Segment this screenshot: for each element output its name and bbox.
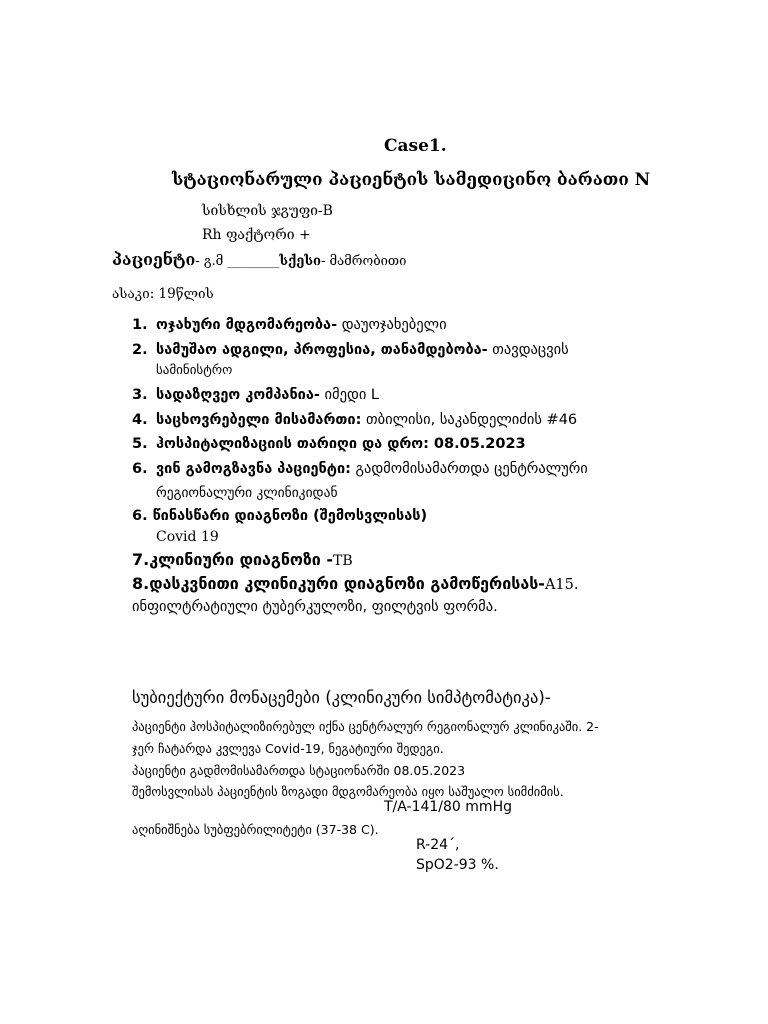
diag-clinical-value: TB — [332, 553, 353, 569]
list-item-3 — [132, 387, 379, 403]
patient-value: - გ.მ ________ — [195, 254, 280, 269]
sex-label: სქესი — [279, 254, 321, 269]
list-num: 6. — [132, 461, 148, 477]
card-title: სტაციონარული პაციენტის სამედიცინო ბარათი N — [172, 170, 651, 190]
diag-admission-value: Covid 19 — [156, 529, 219, 545]
patient-line — [112, 250, 406, 269]
list-label: სადაზღვეო კომპანია- — [156, 387, 320, 403]
blood-pressure: T/A-141/80 mmHg — [384, 799, 512, 815]
list-value: იმედი L — [319, 387, 380, 403]
subjective-line-4: შემოსვლისას პაციენტის ზოგადი მდგომარეობა იყო საშუალო სიმძიმის. — [132, 784, 564, 799]
list-value: გადმომისამართდა ცენტრალური — [350, 461, 588, 477]
list-item-4 — [132, 412, 577, 428]
case-title: Case1. — [384, 136, 447, 156]
list-label: ოჯახური მდგომარეობა- — [156, 317, 338, 333]
list-item-6-cont: რეგიონალური კლინიკიდან — [156, 485, 338, 501]
list-value: თავდაცვის — [487, 342, 569, 358]
rh-factor: Rh ფაქტორი + — [202, 227, 311, 243]
list-item-2-cont: სამინისტრო — [156, 363, 233, 378]
diag-discharge — [132, 574, 578, 593]
list-item-1 — [132, 317, 447, 333]
diag-clinical — [132, 550, 353, 569]
list-label: სამუშაო ადგილი, პროფესია, თანამდებობა- — [156, 342, 488, 358]
diag-discharge-cont: ინფილტრატიული ტუბერკულოზი, ფილტვის ფორმა. — [132, 599, 498, 615]
list-label: საცხოვრებელი მისამართი: — [156, 412, 362, 428]
blood-group: სისხლის ჯგუფი-B — [202, 203, 333, 219]
age-line: ასაკი: 19წლის — [112, 286, 214, 302]
list-num: 5. — [132, 436, 148, 452]
spo2-value: SpO2-93 %. — [416, 857, 499, 873]
temperature-note: აღინიშნება სუბფებრილიტეტი (37-38 C). — [132, 822, 379, 837]
list-num: 2. — [132, 342, 148, 358]
subjective-line-1: პაციენტი ჰოსპიტალიზირებულ იქნა ცენტრალურ რეგიონალურ კლინიკაში. 2- — [132, 719, 599, 734]
list-value: დაუოჯახებელი — [337, 317, 447, 333]
patient-label: პაციენტი — [112, 250, 196, 269]
sex-value: - მამრობითი — [320, 254, 407, 269]
subjective-line-3: პაციენტი გადმომისამართდა სტაციონარში 08.05.2023 — [132, 763, 466, 778]
respiratory-rate: R-24´, — [416, 837, 460, 853]
list-num: 3. — [132, 387, 148, 403]
list-num: 4. — [132, 412, 148, 428]
diag-clinical-label: 7.კლინიური დიაგნოზი - — [132, 550, 333, 569]
list-item-5 — [132, 436, 526, 452]
diag-admission-label: 6. წინასწარი დიაგნოზი (შემოსვლისას) — [132, 508, 428, 524]
subjective-line-2: ჯერ ჩატარდა კვლევა Covid-19, ნეგატიური შედეგი. — [132, 741, 444, 756]
list-item-6 — [132, 461, 588, 477]
list-label: ვინ გამოგზავნა პაციენტი: — [156, 461, 351, 477]
list-item-2 — [132, 342, 569, 358]
diag-discharge-label: 8.დასკვნითი კლინიკური დიაგნოზი გამოწერისას- — [132, 574, 545, 593]
list-value: თბილისი, საკანდელიძის #46 — [361, 412, 578, 428]
list-label: ჰოსპიტალიზაციის თარიღი და დრო: 08.05.2023 — [156, 436, 526, 452]
subjective-heading: სუბიექტური მონაცემები (კლინიკური სიმპტომატიკა)- — [132, 688, 551, 707]
list-num: 1. — [132, 317, 148, 333]
diag-discharge-value: A15. — [544, 577, 579, 593]
